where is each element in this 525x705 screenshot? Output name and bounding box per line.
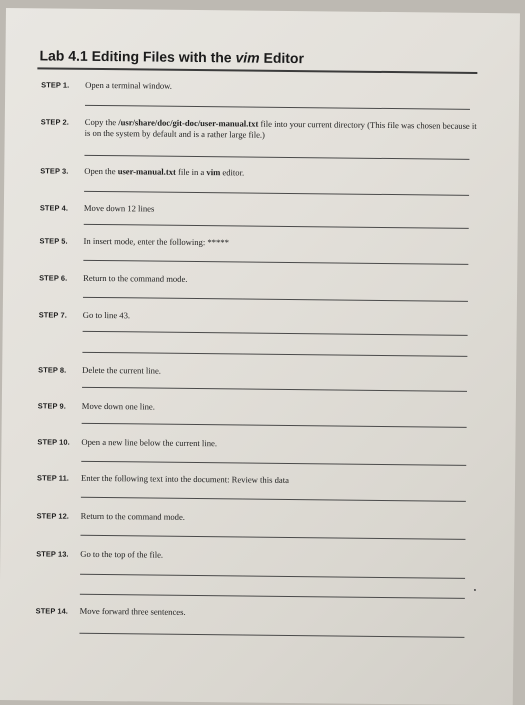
worksheet-page — [0, 8, 520, 705]
answer-line — [83, 260, 468, 265]
step-11 — [37, 472, 467, 488]
step-text: Open a terminal window. — [85, 79, 173, 91]
step-text — [85, 117, 480, 143]
step-label: STEP 4. — [39, 203, 69, 213]
answer-line — [85, 105, 470, 110]
step-7 — [39, 309, 469, 325]
step-9 — [38, 400, 468, 416]
step-text-part: Open the — [84, 165, 118, 177]
answer-line — [83, 297, 468, 302]
step-label: STEP 14. — [35, 606, 69, 616]
title-underline — [37, 67, 477, 73]
step-label: STEP 1. — [41, 80, 70, 90]
step-text-part: editor. — [220, 167, 245, 178]
step-text — [84, 166, 479, 181]
lab-title — [39, 47, 304, 66]
step-text: Open a new line below the current line. — [81, 436, 218, 449]
lab-title-prefix: Lab 4.1 Editing Files with the — [39, 47, 236, 66]
step-text-part: file in a — [175, 166, 207, 178]
step-1 — [41, 79, 471, 95]
answer-line — [82, 352, 467, 357]
step-text: Delete the current line. — [82, 364, 162, 376]
step-5 — [40, 235, 470, 251]
lab-title-suffix: Editor — [259, 49, 305, 67]
step-2 — [40, 116, 477, 143]
step-12 — [37, 510, 467, 526]
file-path: /usr/share/doc/git-doc/user-manual.txt — [118, 117, 259, 129]
answer-line — [82, 387, 467, 392]
step-6 — [39, 272, 469, 288]
lab-title-vim: vim — [235, 49, 260, 66]
step-label: STEP 7. — [38, 310, 67, 320]
step-label: STEP 11. — [37, 473, 70, 483]
step-8 — [38, 364, 468, 380]
step-label: STEP 2. — [40, 117, 69, 127]
step-3 — [40, 165, 470, 181]
answer-line — [81, 461, 466, 466]
step-13 — [36, 548, 466, 564]
answer-line — [81, 497, 466, 502]
step-label: STEP 13. — [36, 549, 69, 559]
pen-mark — [474, 589, 476, 591]
answer-line — [80, 594, 465, 599]
step-text: Enter the following text into the document: Review this data — [81, 472, 290, 485]
step-label: STEP 10. — [37, 437, 70, 447]
step-text: Return to the command mode. — [80, 510, 186, 522]
answer-line — [80, 574, 465, 579]
step-text: Return to the command mode. — [83, 272, 188, 284]
answer-line — [82, 423, 467, 428]
step-label: STEP 12. — [36, 511, 70, 521]
step-text: Move forward three sentences. — [79, 605, 186, 617]
file-name: user-manual.txt — [117, 166, 176, 177]
answer-line — [80, 535, 465, 540]
step-text: Go to line 43. — [82, 309, 131, 321]
step-4 — [40, 202, 470, 218]
editor-name: vim — [206, 167, 221, 178]
answer-line — [83, 331, 468, 336]
step-text: Move down 12 lines — [83, 202, 155, 214]
step-label: STEP 8. — [38, 365, 67, 375]
step-text: Move down one line. — [81, 400, 155, 412]
step-14 — [36, 605, 466, 621]
step-text-part: Copy the — [84, 116, 119, 128]
step-10 — [37, 436, 467, 452]
step-text-part: file into your current directory (This file was chosen because it is on the system by default and is a rather large file.) — [84, 118, 477, 140]
answer-line — [84, 191, 469, 196]
step-label: STEP 6. — [39, 273, 68, 283]
step-label: STEP 3. — [40, 166, 69, 176]
answer-line — [84, 155, 469, 160]
step-text: In insert mode, enter the following: ***** — [83, 235, 229, 248]
answer-line — [84, 224, 469, 229]
step-label: STEP 9. — [37, 401, 66, 411]
step-text: Go to the top of the file. — [80, 548, 164, 560]
answer-line — [79, 633, 464, 638]
step-label: STEP 5. — [39, 236, 68, 246]
